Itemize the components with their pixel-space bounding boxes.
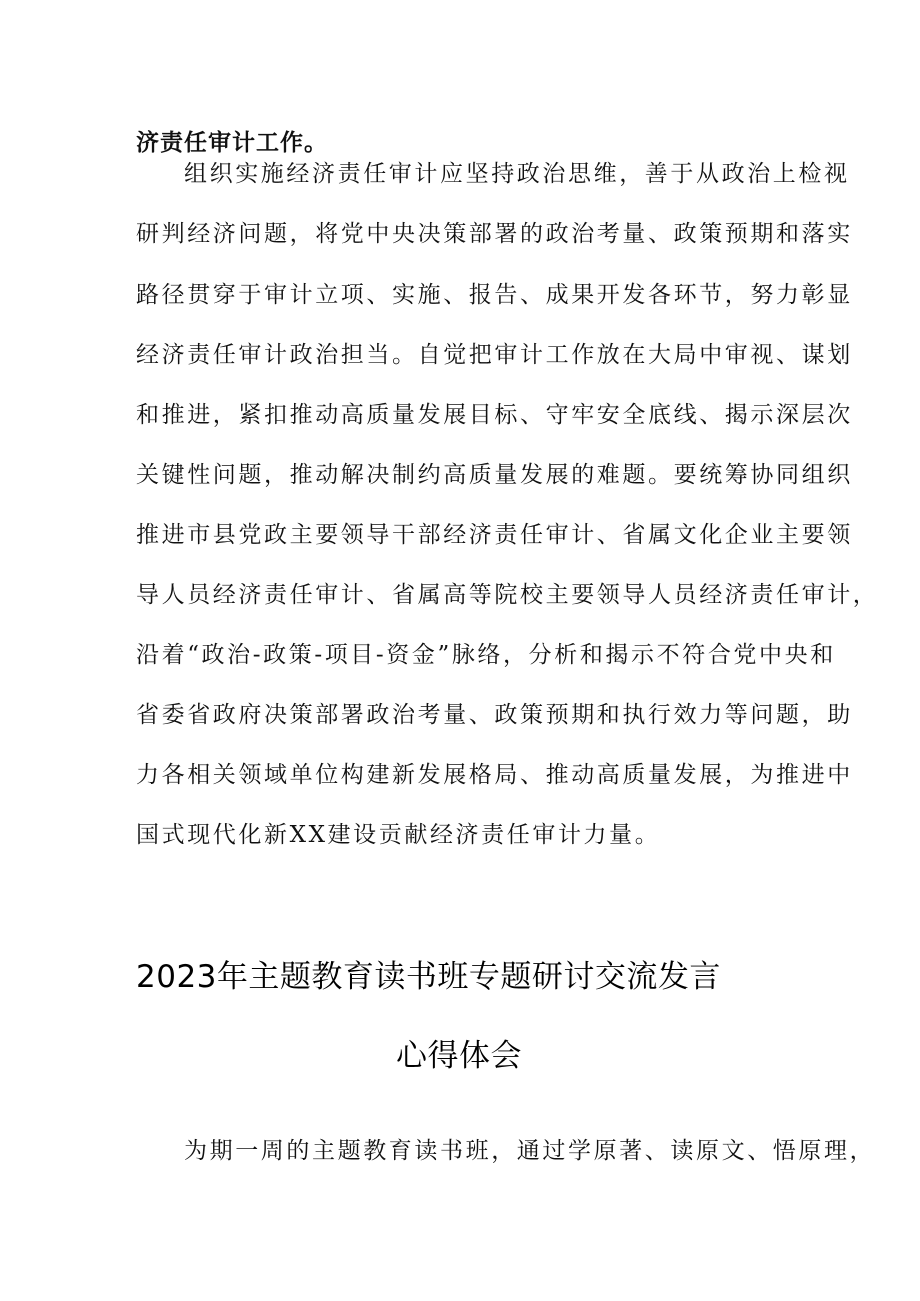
paragraph-line: 关键性问题，推动解决制约高质量发展的难题。要统筹协同组织	[136, 462, 853, 488]
section-title: 2023年主题教育读书班专题研讨交流发言	[136, 959, 721, 995]
paragraph-line: 力各相关领域单位构建新发展格局、推动高质量发展，为推进中	[136, 762, 853, 788]
paragraph-line: 省委省政府决策部署政治考量、政策预期和执行效力等问题，助	[136, 702, 853, 728]
paragraph-line: 导人员经济责任审计、省属高等院校主要领导人员经济责任审计，	[136, 582, 879, 608]
paragraph-line: 研判经济问题，将党中央决策部署的政治考量、政策预期和落实	[136, 221, 853, 247]
paragraph-line: 国式现代化新XX建设贡献经济责任审计力量。	[136, 822, 661, 848]
paragraph-line: 经济责任审计政治担当。自觉把审计工作放在大局中审视、谋划	[136, 342, 853, 368]
paragraph-line: 和推进，紧扣推动高质量发展目标、守牢安全底线、揭示深层次	[136, 402, 853, 428]
section-title-continued: 心得体会	[396, 1038, 522, 1074]
paragraph-line: 组织实施经济责任审计应坚持政治思维，善于从政治上检视	[184, 161, 850, 187]
paragraph-line: 路径贯穿于审计立项、实施、报告、成果开发各环节，努力彰显	[136, 282, 853, 308]
paragraph-line: 为期一周的主题教育读书班，通过学原著、读原文、悟原理，	[184, 1138, 876, 1164]
paragraph-line: 推进市县党政主要领导干部经济责任审计、省属文化企业主要领	[136, 522, 853, 548]
continuation-line: 济责任审计工作。	[136, 130, 328, 156]
paragraph-line: 沿着“政治-政策-项目-资金”脉络，分析和揭示不符合党中央和	[136, 642, 836, 668]
